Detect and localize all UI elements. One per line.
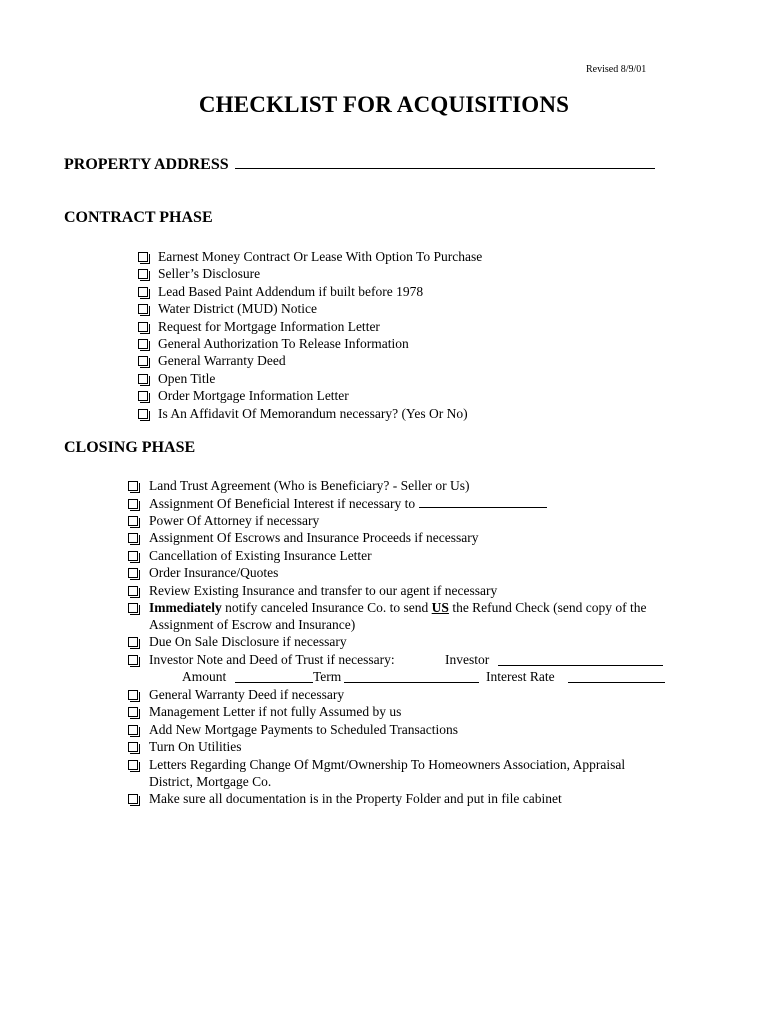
checklist-item: Is An Affidavit Of Memorandum necessary? (Yes Or No) xyxy=(158,406,468,421)
interest-rate-label: Interest Rate xyxy=(486,669,555,684)
revised-date: Revised 8/9/01 xyxy=(586,64,647,75)
checklist-item: Power Of Attorney if necessary xyxy=(149,513,320,528)
checkbox[interactable] xyxy=(138,322,148,332)
checklist-item: Add New Mortgage Payments to Scheduled Transactions xyxy=(149,722,458,737)
checkbox[interactable] xyxy=(138,339,148,349)
checklist-item: Water District (MUD) Notice xyxy=(158,301,317,316)
checklist-item-continuation: District, Mortgage Co. xyxy=(149,774,272,789)
checklist-item: General Warranty Deed xyxy=(158,353,286,368)
checklist-item xyxy=(149,599,647,617)
checkbox[interactable] xyxy=(138,287,148,297)
checkbox[interactable] xyxy=(128,481,138,491)
checklist-item: Letters Regarding Change Of Mgmt/Ownership To Homeowners Association, Appraisal xyxy=(149,757,626,772)
checkbox[interactable] xyxy=(138,391,148,401)
immediately-emphasis: Immediately xyxy=(149,600,222,615)
checklist-item: Make sure all documentation is in the Property Folder and put in file cabinet xyxy=(149,791,562,806)
checkbox[interactable] xyxy=(128,725,138,735)
amount-blank[interactable] xyxy=(235,670,313,683)
term-label: Term xyxy=(313,669,342,684)
checklist-item: Land Trust Agreement (Who is Beneficiary? - Seller or Us) xyxy=(149,478,470,493)
checklist-item: Seller’s Disclosure xyxy=(158,266,261,281)
checkbox[interactable] xyxy=(138,252,148,262)
checklist-item: Order Insurance/Quotes xyxy=(149,565,279,580)
property-address-row xyxy=(64,154,655,174)
term-blank[interactable] xyxy=(344,670,479,683)
checklist-item xyxy=(149,495,547,513)
checkbox[interactable] xyxy=(138,356,148,366)
checkbox[interactable] xyxy=(128,794,138,804)
checkbox[interactable] xyxy=(128,586,138,596)
checkbox[interactable] xyxy=(128,499,138,509)
checklist-item: Lead Based Paint Addendum if built before 1978 xyxy=(158,284,424,299)
page-title: CHECKLIST FOR ACQUISITIONS xyxy=(198,92,570,117)
checkbox[interactable] xyxy=(128,516,138,526)
amount-label: Amount xyxy=(182,669,227,684)
checklist-item-continuation: Assignment of Escrow and Insurance) xyxy=(149,617,356,632)
checklist-item: General Authorization To Release Information xyxy=(158,336,409,351)
checkbox[interactable] xyxy=(138,269,148,279)
checkbox[interactable] xyxy=(128,637,138,647)
checkbox[interactable] xyxy=(128,690,138,700)
immediately-text-1: notify canceled Insurance Co. to send xyxy=(221,600,432,615)
immediately-text-2: the Refund Check (send copy of the xyxy=(448,600,647,615)
us-emphasis: US xyxy=(431,600,449,615)
closing-phase-heading: CLOSING PHASE xyxy=(64,439,196,456)
checkbox[interactable] xyxy=(128,655,138,665)
checkbox[interactable] xyxy=(128,760,138,770)
checklist-item: Assignment Of Escrows and Insurance Proceeds if necessary xyxy=(149,530,479,545)
checklist-item: Request for Mortgage Information Letter xyxy=(158,319,380,334)
checkbox[interactable] xyxy=(128,603,138,613)
investor-label: Investor xyxy=(445,652,490,667)
checklist-item: Turn On Utilities xyxy=(149,739,242,754)
checklist-item: Open Title xyxy=(158,371,216,386)
property-address-field[interactable] xyxy=(235,154,655,169)
interest-rate-blank[interactable] xyxy=(568,670,665,683)
beneficiary-blank[interactable] xyxy=(419,495,547,508)
investor-blank[interactable] xyxy=(498,653,663,666)
checklist-item: Review Existing Insurance and transfer to our agent if necessary xyxy=(149,583,498,598)
checklist-item: Management Letter if not fully Assumed by us xyxy=(149,704,402,719)
checkbox[interactable] xyxy=(138,374,148,384)
checkbox[interactable] xyxy=(128,568,138,578)
checklist-item: General Warranty Deed if necessary xyxy=(149,687,345,702)
assignment-beneficial-text: Assignment Of Beneficial Interest if necessary to xyxy=(149,496,416,511)
checklist-item: Order Mortgage Information Letter xyxy=(158,388,349,403)
checkbox[interactable] xyxy=(128,533,138,543)
checklist-item: Due On Sale Disclosure if necessary xyxy=(149,634,347,649)
checklist-item: Investor Note and Deed of Trust if necessary: xyxy=(149,652,395,667)
checkbox[interactable] xyxy=(128,742,138,752)
checkbox[interactable] xyxy=(128,551,138,561)
checklist-item: Cancellation of Existing Insurance Letter xyxy=(149,548,372,563)
checkbox[interactable] xyxy=(138,304,148,314)
contract-phase-heading: CONTRACT PHASE xyxy=(64,209,213,226)
checkbox[interactable] xyxy=(128,707,138,717)
checklist-item: Earnest Money Contract Or Lease With Option To Purchase xyxy=(158,249,483,264)
property-address-label: PROPERTY ADDRESS xyxy=(64,156,229,173)
checkbox[interactable] xyxy=(138,409,148,419)
